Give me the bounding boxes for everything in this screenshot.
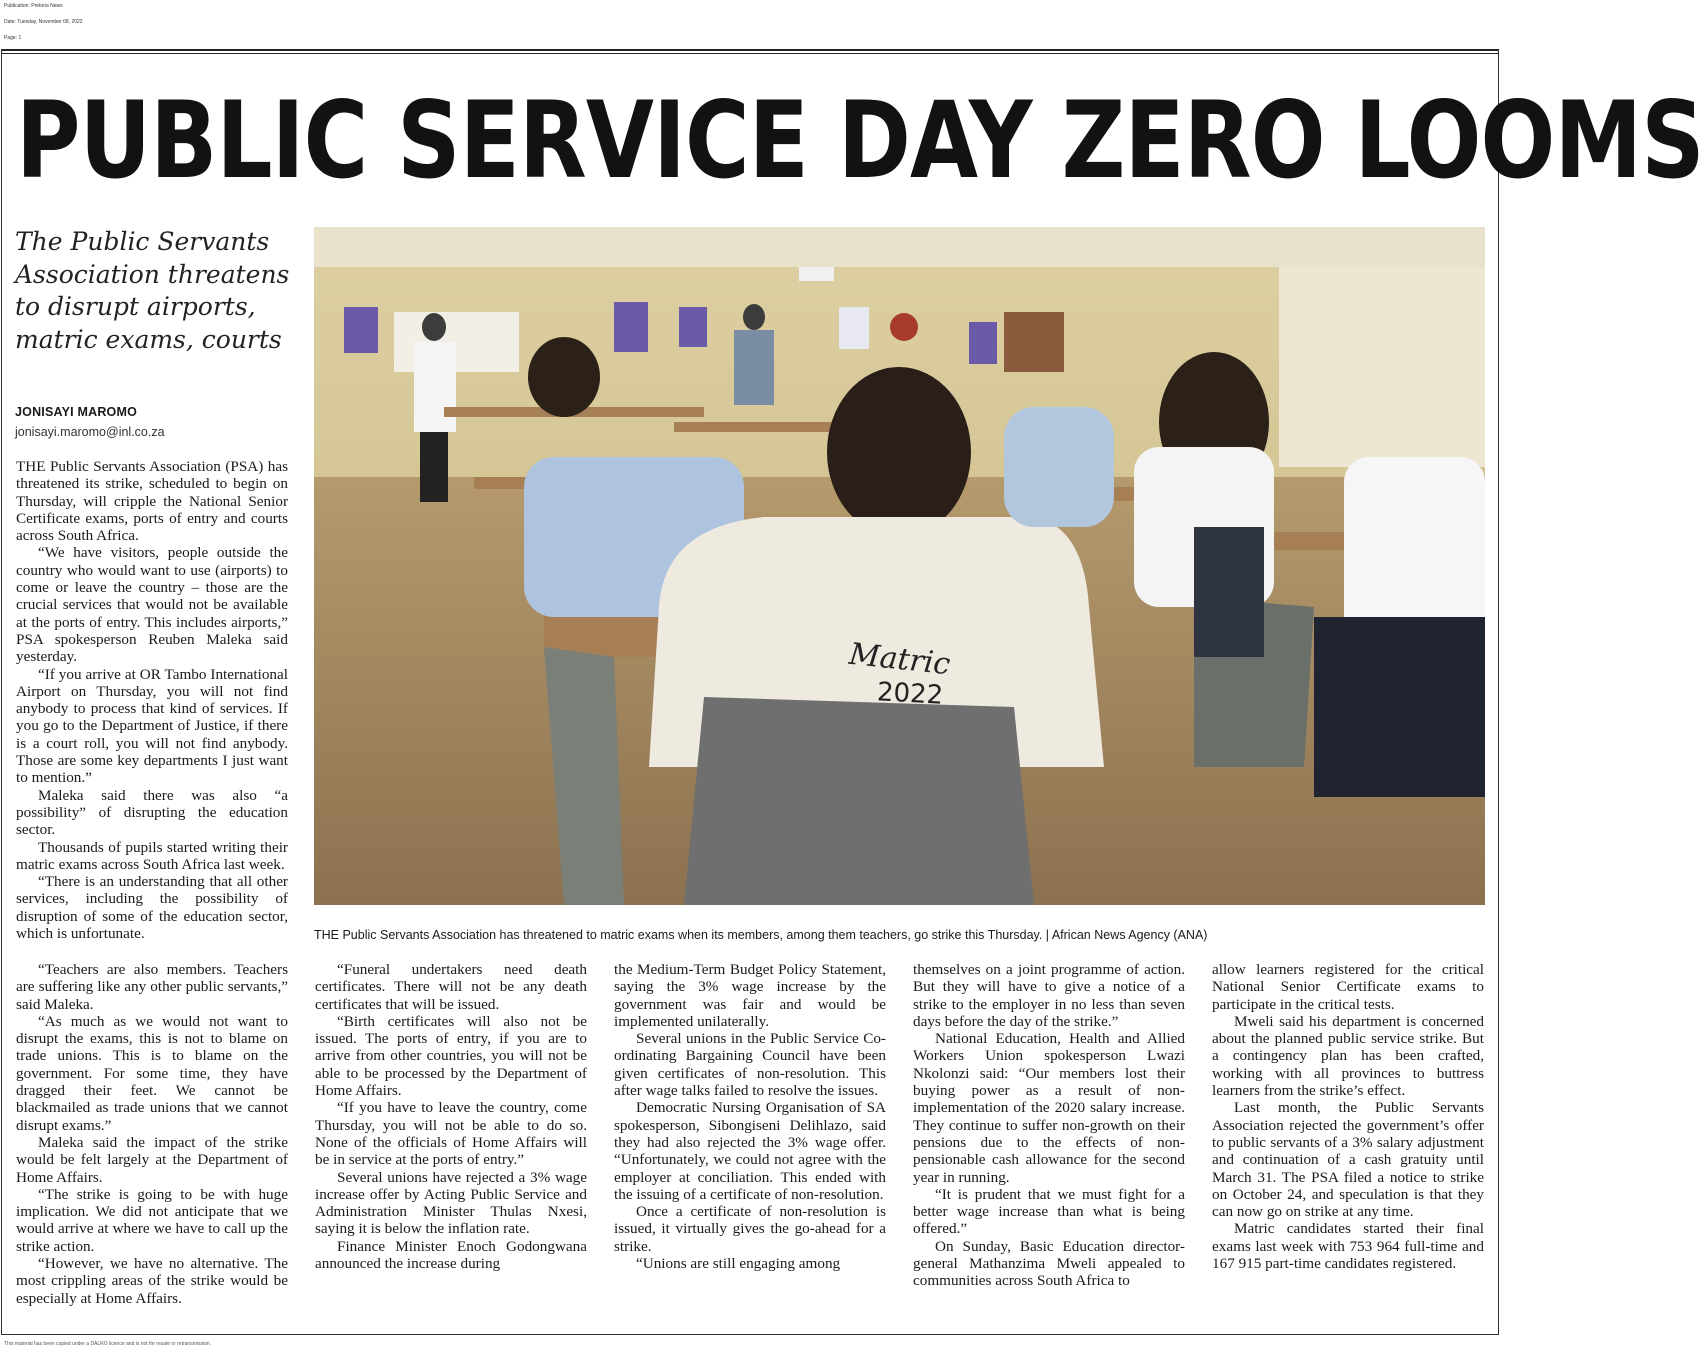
byline-email: jonisayi.maromo@inl.co.za xyxy=(15,425,165,439)
paragraph: “However, we have no alternative. The most crippling areas of the strike would be especially at Home Affairs. xyxy=(16,1255,288,1307)
column-1-bottom xyxy=(16,961,288,1307)
paragraph: “The strike is going to be with huge implication. We did not anticipate that we would arrive at where we have to call up the strike action. xyxy=(16,1185,288,1255)
paragraph: Last month, the Public Servants Association rejected the government’s offer to public servants of a 3% salary adjustment and continuation of a cash gratuity until March 31. The PSA filed a notice to strike on October 24, and speculation is that they can now go on strike at any time. xyxy=(1212,1099,1484,1221)
byline-author: JONISAYI MAROMO xyxy=(15,405,138,419)
column-1-top xyxy=(16,458,288,942)
paragraph: Finance Minister Enoch Godongwana announced the increase during xyxy=(315,1237,587,1273)
column-2 xyxy=(315,961,587,1272)
column-3 xyxy=(614,961,886,1272)
paragraph: Several unions in the Public Service Co-ordinating Bargaining Council have been given certificates of non-resolution. This after wage talks failed to resolve the issues. xyxy=(614,1030,886,1100)
paragraph: the Medium-Term Budget Policy Statement, saying the 3% wage increase by the government was fair and would be implemented unilaterally. xyxy=(614,961,886,1030)
publication-meta: Publication: Pretoria News xyxy=(4,3,63,9)
paragraph: Maleka said the impact of the strike would be felt largely at the Department of Home Affairs. xyxy=(16,1133,288,1186)
paragraph: Several unions have rejected a 3% wage increase offer by Acting Public Service and Administration Minister Thulas Nxesi, saying it is below the inflation rate. xyxy=(315,1168,587,1238)
paragraph: THE Public Servants Association (PSA) has threatened its strike, scheduled to begin on Thursday, will cripple the National Senior Certificate exams, ports of entry and courts across South Africa. xyxy=(16,458,288,545)
paragraph: “If you arrive at OR Tambo International Airport on Thursday, you will not find anybody to process that kind of services. If you go to the Department of Justice, if there is a court roll, you will not find anybody. Those are some key departments I just want to mention.” xyxy=(16,665,288,787)
paragraph: Maleka said there was also “a possibility” of disrupting the education sector. xyxy=(16,786,288,839)
page-meta: Page: 1 xyxy=(4,35,22,41)
paragraph: “It is prudent that we must fight for a better wage increase than what is being offered.” xyxy=(913,1185,1185,1238)
paragraph: allow learners registered for the critical National Senior Certificate exams to participate in the critical tests. xyxy=(1212,961,1484,1013)
paragraph: National Education, Health and Allied Workers Union spokesperson Lwazi Nkolonzi said: “Our members lost their buying power as a result of non-implementation of the 2020 salary increase. They continue to suffer non-growth on their pensions due to the effects of non-pensionable cash allowance for the second year in running. xyxy=(913,1030,1185,1186)
paragraph: “There is an understanding that all other services, including the possibility of disruption of some of the education sector, which is unfortunate. xyxy=(16,873,288,943)
paragraph: “As much as we would not want to disrupt the exams, this is not to blame on trade unions. This is to blame on the government. For some time, they have dragged their feet. We cannot be blackmailed as trade unions that we cannot disrupt exams.” xyxy=(16,1012,288,1134)
photo-caption: THE Public Servants Association has threatened to matric exams when its members, among them teachers, go strike this Thursday. | African News Agency (ANA) xyxy=(314,928,1208,942)
paragraph: On Sunday, Basic Education director-general Mathanzima Mweli appealed to communities across South Africa to xyxy=(913,1237,1185,1290)
paragraph: Matric candidates started their final exams last week with 753 964 full-time and 167 915 part-time candidates registered. xyxy=(1212,1220,1484,1273)
date-meta: Date: Tuesday, November 08, 2022 xyxy=(4,19,83,25)
paragraph: Mweli said his department is concerned about the planned public service strike. But a contingency plan has been crafted, working with all provinces to buttress learners from the strike’s effect. xyxy=(1212,1012,1484,1100)
paragraph: “If you have to leave the country, come Thursday, you will not be able to do so. None of the officials of Home Affairs will be in service at the ports of entry.” xyxy=(315,1099,587,1169)
deck: The Public Servants Association threatens to disrupt airports, matric exams, courts xyxy=(15,227,290,354)
jacket-print-line2: 2022 xyxy=(876,677,944,711)
paragraph: “We have visitors, people outside the country who would want to use (airports) to come or leave the country – those are the crucial services that would not be available at the ports of entry. This includes airports,” PSA spokesperson Reuben Maleka said yesterday. xyxy=(16,544,288,666)
paragraph: Once a certificate of non-resolution is issued, it virtually gives the go-ahead for a strike. xyxy=(614,1203,886,1255)
paragraph: “Teachers are also members. Teachers are suffering like any other public servants,” said Maleka. xyxy=(16,961,288,1013)
paragraph: Democratic Nursing Organisation of SA spokesperson, Sibongiseni Delihlazo, said they had also rejected the 3% wage offer. “Unfortunately, we could not agree with the employer at conciliation. This ended with the issuing of a certificate of non-resolution. xyxy=(614,1099,886,1203)
column-5 xyxy=(1212,961,1484,1272)
paragraph: “Birth certificates will also not be issued. The ports of entry, if you are to arrive from other countries, you will not be able to be processed by the Department of Home Affairs. xyxy=(315,1012,587,1100)
paragraph: themselves on a joint programme of action. But they will have to give a notice of a strike to the employer in no less than seven days before the day of the strike.” xyxy=(913,961,1185,1030)
jacket-print-line1: Matric xyxy=(847,636,952,683)
licence-footer: This material has been copied under a DALRO licence and is not for resale or retransmission. xyxy=(4,1341,212,1347)
column-4 xyxy=(913,961,1185,1290)
classroom-photo xyxy=(314,227,1485,905)
headline: PUBLIC SERVICE DAY ZERO LOOMS xyxy=(16,79,1704,202)
frame-rule xyxy=(1,53,1499,54)
paragraph: Thousands of pupils started writing their matric exams across South Africa last week. xyxy=(16,838,288,873)
paragraph: “Funeral undertakers need death certificates. There will not be any death certificates that will be issued. xyxy=(315,961,587,1013)
paragraph: “Unions are still engaging among xyxy=(636,1255,841,1273)
